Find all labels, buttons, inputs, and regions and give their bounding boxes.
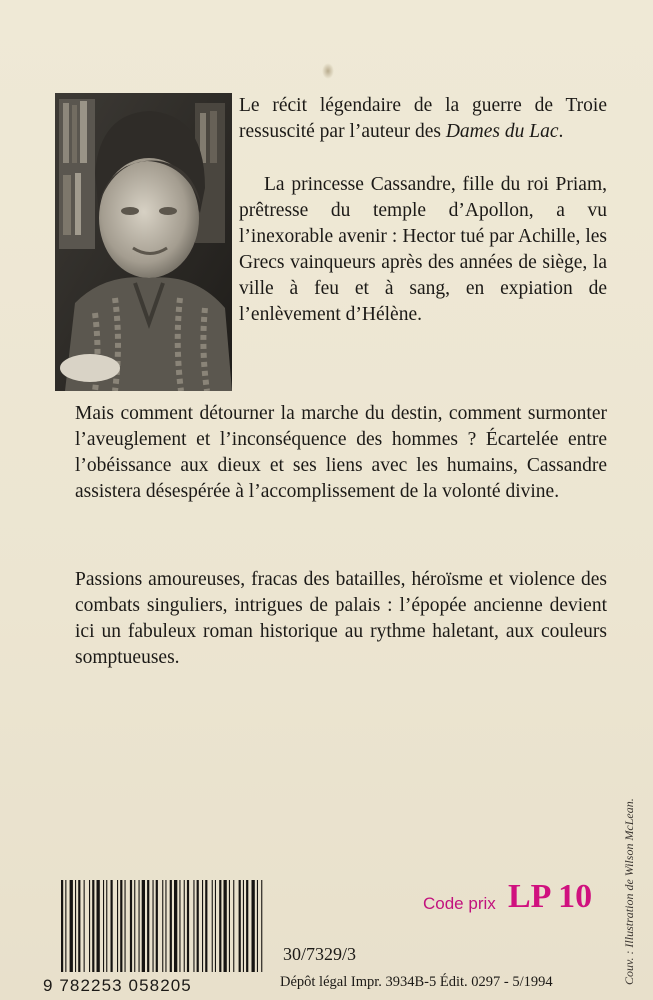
barcode-bar xyxy=(212,880,213,972)
barcode-bar xyxy=(170,880,172,972)
barcode-bar xyxy=(78,880,80,972)
barcode-bar xyxy=(89,880,90,972)
intro-paragraph xyxy=(239,93,607,145)
barcode-bar xyxy=(246,880,248,972)
barcode-bar xyxy=(130,880,132,972)
barcode-bar xyxy=(120,880,122,972)
barcode-bars xyxy=(59,880,264,972)
barcode-bar xyxy=(224,880,227,972)
barcode-bar xyxy=(184,880,185,972)
synopsis-paragraph-2: Mais comment détourner la marche du destin, comment surmonter l’aveuglement et l’inconséquence des hommes ? Écartelée entre l’obéissance aux dieux et ses liens avec les humains, Cassandre assistera désespérée à l’accomplissement de la volonté divine. xyxy=(75,403,607,502)
intro-period: . xyxy=(558,121,564,142)
paper-stain xyxy=(322,63,334,79)
depot-legal: Dépôt légal Impr. 3934B-5 Édit. 0297 - 5/1994 xyxy=(280,974,553,990)
barcode-bar xyxy=(156,880,158,972)
barcode-bar xyxy=(92,880,94,972)
synopsis-paragraph-3: Passions amoureuses, fracas des batailles, héroïsme et violence des combats singuliers, intrigues de palais : l’épopée ancienne devient ici un fabuleux roman historique au rythme haletant, aux couleurs somptueuses. xyxy=(75,569,607,668)
code-prix-label: Code prix xyxy=(423,894,496,913)
barcode-bar xyxy=(84,880,85,972)
barcode-bar xyxy=(233,880,234,972)
barcode-bar xyxy=(215,880,216,972)
barcode-bar xyxy=(125,880,126,972)
barcode-bar xyxy=(243,880,244,972)
barcode-bar xyxy=(257,880,258,972)
barcode-bar xyxy=(142,880,145,972)
barcode-bar xyxy=(75,880,76,972)
synopsis-paragraph-1: La princesse Cassandre, fille du roi Priam, prêtresse du temple d’Apollon, a vu l’inexorable avenir : Hector tué par Achille, les Grecs vainqueurs après des années de siège, la ville à feu et à sang, en expiation de l’enlèvement d’Hélène. xyxy=(239,174,607,325)
barcode-bar xyxy=(153,880,154,972)
barcode-bar xyxy=(162,880,163,972)
barcode-bar xyxy=(174,880,177,972)
barcode-bar xyxy=(106,880,107,972)
catalog-number: 30/7329/3 xyxy=(283,944,357,964)
barcode-digits: 9 782253 058205 xyxy=(43,976,192,995)
barcode-bar xyxy=(139,880,140,972)
barcode-bar xyxy=(197,880,199,972)
barcode-bar xyxy=(239,880,241,972)
barcode-bar xyxy=(261,880,262,972)
price-code: LP 10 xyxy=(508,878,593,915)
intro-italic-title: Dames du Lac xyxy=(445,121,559,142)
barcode-bar xyxy=(165,880,166,972)
barcode-bar xyxy=(61,880,63,972)
barcode-bar xyxy=(193,880,194,972)
barcode-bar xyxy=(205,880,207,972)
barcode-bar xyxy=(97,880,100,972)
author-photo xyxy=(55,93,232,391)
barcode-bar xyxy=(117,880,118,972)
barcode-bar xyxy=(147,880,149,972)
barcode-bar xyxy=(70,880,73,972)
intro-text: Le récit légendaire de la guerre de Troie ressuscité par l’auteur des xyxy=(239,95,607,142)
barcode-bar xyxy=(202,880,203,972)
barcode-bar xyxy=(179,880,180,972)
barcode-bar xyxy=(187,880,189,972)
barcode-bar xyxy=(252,880,255,972)
barcode-bar xyxy=(229,880,230,972)
barcode-bar xyxy=(111,880,113,972)
barcode-bar xyxy=(219,880,221,972)
barcode-bar xyxy=(65,880,66,972)
barcode-bar xyxy=(134,880,135,972)
cover-credit: Couv. : Illustration de Wilson McLean. xyxy=(622,798,636,985)
barcode-bar xyxy=(103,880,104,972)
